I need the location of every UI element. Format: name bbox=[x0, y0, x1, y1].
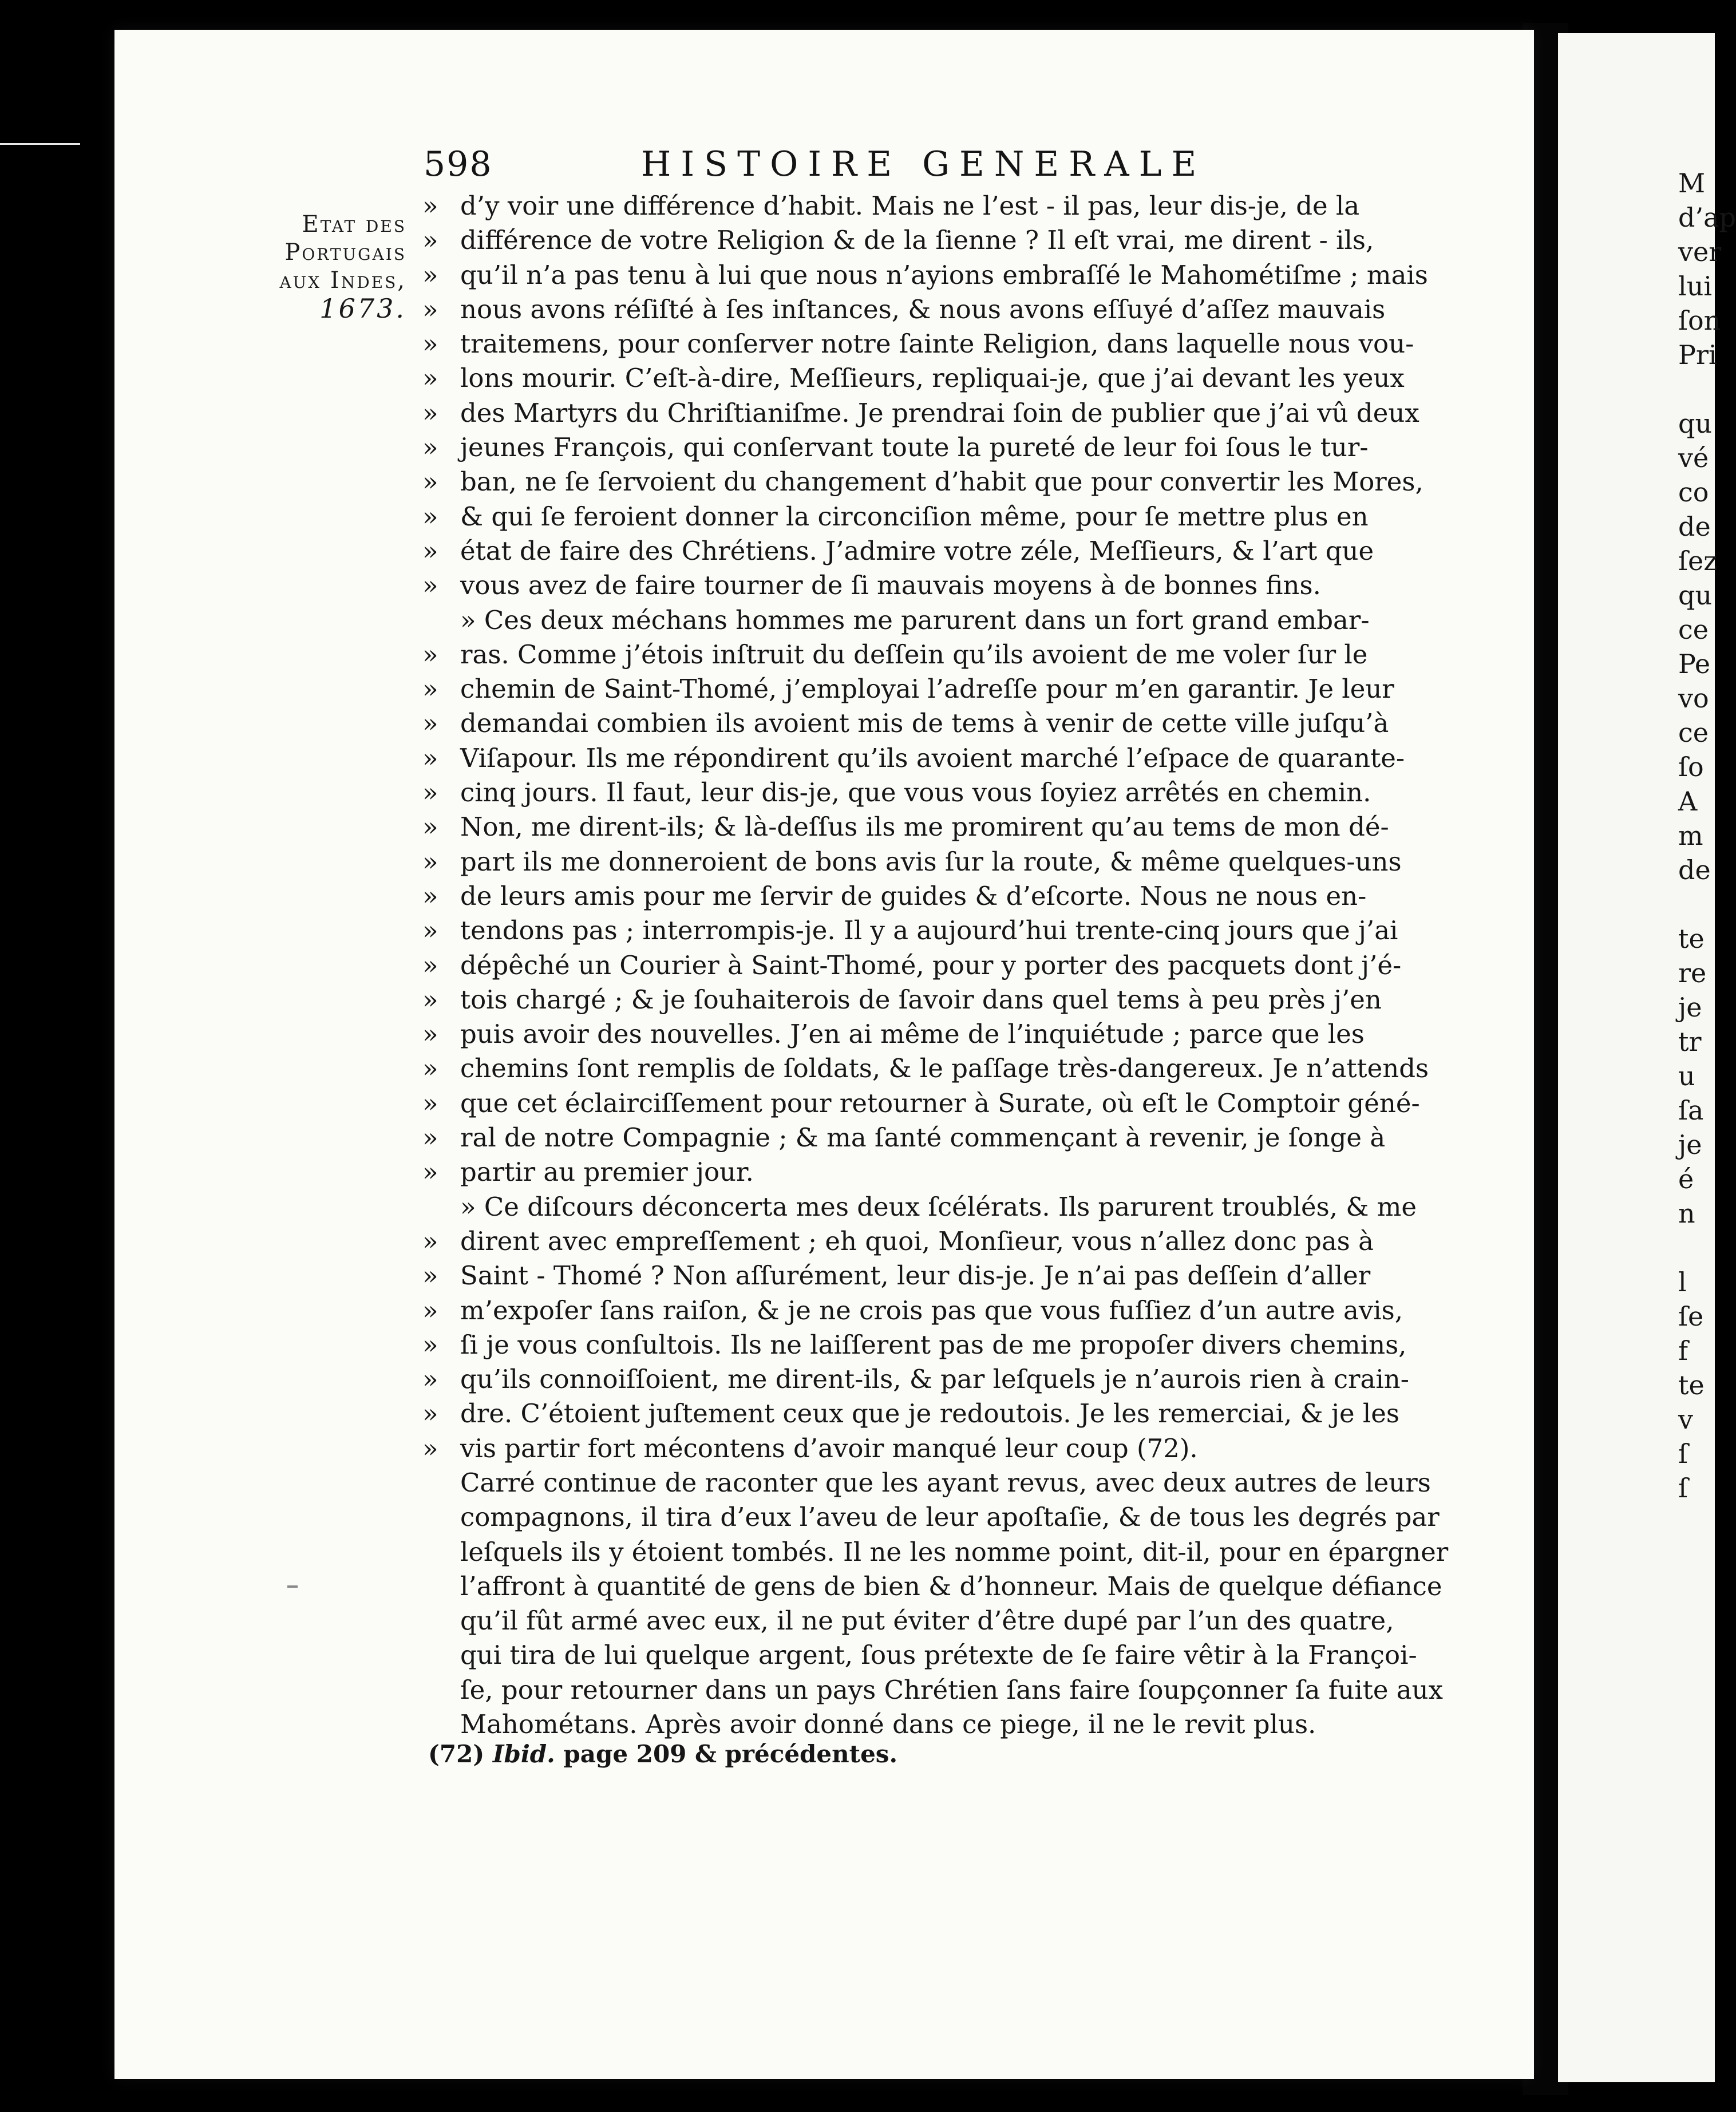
text-line bbox=[422, 810, 1424, 844]
quote-mark: » bbox=[422, 570, 438, 601]
quote-mark: » bbox=[422, 329, 438, 359]
text-line bbox=[422, 534, 1424, 568]
facing-page-fragment: qu bbox=[1678, 580, 1713, 611]
line-text: ral de notre Compagnie ; & ma ſanté commençant à revenir, je ſonge à bbox=[460, 1122, 1386, 1153]
line-text: lons mourir. C’eſt-à-dire, Meſſieurs, repliquai-je, que j’ai devant les yeux bbox=[460, 363, 1405, 394]
line-text: vous avez de faire tourner de ſi mauvais moyens à de bonnes fins. bbox=[460, 570, 1321, 601]
quote-mark: » bbox=[422, 674, 438, 705]
text-line bbox=[422, 776, 1424, 810]
quote-mark: » bbox=[422, 812, 438, 843]
text-line bbox=[422, 879, 1424, 913]
facing-page-fragment: vé bbox=[1678, 442, 1709, 473]
scan-artifact-mark bbox=[0, 143, 80, 145]
text-line bbox=[422, 741, 1424, 776]
facing-page-fragment: ſe bbox=[1678, 1301, 1704, 1332]
text-line bbox=[422, 430, 1424, 465]
facing-page-fragment: ſon bbox=[1678, 305, 1721, 336]
footnote-text: page 209 & précédentes. bbox=[563, 1740, 898, 1768]
facing-page-fragment: l bbox=[1678, 1267, 1687, 1298]
quote-mark: » bbox=[422, 1329, 438, 1360]
text-line bbox=[422, 1051, 1429, 1086]
facing-page-fragment: m bbox=[1678, 820, 1703, 851]
facing-page-fragment: d’ap bbox=[1678, 202, 1736, 233]
facing-page-fragment: ſo bbox=[1678, 752, 1704, 782]
quote-mark: » bbox=[422, 259, 438, 290]
facing-page-fragment: je bbox=[1678, 992, 1702, 1023]
text-line bbox=[422, 1017, 1424, 1051]
quote-mark: » bbox=[422, 1087, 438, 1118]
quote-mark: » bbox=[422, 225, 438, 256]
line-text: demandai combien ils avoient mis de tems à venir de cette ville juſqu’à bbox=[460, 708, 1389, 739]
text-line bbox=[422, 1259, 1424, 1293]
line-text: Mahométans. Après avoir donné dans ce piege, il ne le revit plus. bbox=[460, 1709, 1316, 1740]
margin-note-line: Etat des bbox=[302, 211, 406, 238]
facing-page-fragment: n bbox=[1678, 1198, 1695, 1229]
text-line bbox=[422, 706, 1424, 741]
text-line bbox=[422, 1294, 1424, 1328]
line-text: chemins ſont remplis de ſoldats, & le paſſage très-dangereux. Je n’attends bbox=[460, 1053, 1429, 1084]
facing-page-fragment: lui bbox=[1678, 271, 1713, 302]
facing-page-fragment: vo bbox=[1678, 683, 1709, 714]
quote-mark: » bbox=[422, 950, 438, 980]
line-text: ras. Comme j’étois inſtruit du deſſein qu’ils avoient de me voler ſur le bbox=[460, 639, 1368, 670]
text-line bbox=[422, 1155, 1424, 1189]
quote-mark: » bbox=[422, 708, 438, 739]
facing-page-fragment bbox=[1678, 887, 1724, 921]
facing-page-fragment: te bbox=[1678, 923, 1705, 954]
text-line bbox=[422, 948, 1424, 983]
margin-note bbox=[252, 211, 406, 323]
quote-mark: » bbox=[422, 1364, 438, 1395]
text-line bbox=[422, 1707, 1424, 1742]
text-line bbox=[422, 1604, 1424, 1638]
quote-mark: » bbox=[422, 1019, 438, 1050]
line-text: Carré continue de raconter que les ayant revus, avec deux autres de leurs bbox=[460, 1467, 1431, 1498]
line-text: ſe, pour retourner dans un pays Chrétien ſans faire ſoupçonner ſa fuite aux bbox=[460, 1674, 1443, 1705]
line-text: dre. C’étoient juſtement ceux que je redoutois. Je les remerciai, & je les bbox=[460, 1398, 1400, 1429]
facing-page-fragment: v bbox=[1678, 1404, 1693, 1435]
text-line bbox=[422, 1638, 1424, 1672]
text-line bbox=[422, 1500, 1440, 1534]
facing-page-fragment: ce bbox=[1678, 717, 1709, 748]
facing-page-fragment: ver bbox=[1678, 236, 1722, 267]
facing-page-fragment bbox=[1678, 372, 1724, 406]
line-text: tois chargé ; & je ſouhaiterois de ſavoir dans quel tems à peu près j’en bbox=[460, 984, 1382, 1015]
text-line bbox=[422, 1673, 1443, 1707]
quote-mark: » bbox=[422, 1433, 438, 1464]
facing-page-fragment: ſ bbox=[1678, 1473, 1688, 1504]
line-text: qu’il n’a pas tenu à lui que nous n’ayions embraſſé le Mahométiſme ; mais bbox=[460, 259, 1428, 290]
quote-mark: » bbox=[422, 915, 438, 946]
facing-page-fragment: A bbox=[1678, 786, 1698, 817]
line-text: puis avoir des nouvelles. J’en ai même de l’inquiétude ; parce que les bbox=[460, 1019, 1365, 1050]
text-line bbox=[422, 223, 1424, 258]
line-text: qu’ils connoiſſoient, me dirent-ils, & par leſquels je n’aurois rien à crain- bbox=[460, 1364, 1409, 1395]
facing-page-fragment: M bbox=[1678, 168, 1706, 199]
facing-page-text bbox=[1678, 166, 1736, 1505]
quote-mark: » bbox=[422, 742, 438, 773]
line-text: Viſapour. Ils me répondirent qu’ils avoient marché l’eſpace de quarante- bbox=[460, 742, 1405, 773]
facing-page-fragment: ce bbox=[1678, 614, 1709, 645]
line-text: ſi je vous conſultois. Ils ne laiſſerent pas de me propoſer divers chemins, bbox=[460, 1329, 1407, 1360]
text-line bbox=[422, 1224, 1424, 1259]
text-line bbox=[422, 1190, 1424, 1224]
text-line bbox=[422, 361, 1424, 395]
text-line bbox=[422, 465, 1424, 499]
facing-page-fragment: tr bbox=[1678, 1026, 1702, 1057]
facing-page-fragment: é bbox=[1678, 1164, 1694, 1195]
line-text: que cet éclairciſſement pour retourner à Surate, où eſt le Comptoir géné- bbox=[460, 1087, 1420, 1118]
line-text: leſquels ils y étoient tombés. Il ne les nomme point, dit-il, pour en épargner bbox=[460, 1536, 1449, 1567]
line-text: compagnons, il tira d’eux l’aveu de leur apoſtaſie, & de tous les degrés par bbox=[460, 1502, 1440, 1533]
line-text: différence de votre Religion & de la ſienne ? Il eſt vrai, me dirent - ils, bbox=[460, 225, 1374, 256]
body-text bbox=[422, 189, 1449, 1742]
footnote bbox=[428, 1740, 897, 1768]
quote-mark: » bbox=[422, 1053, 438, 1084]
text-line bbox=[422, 1362, 1424, 1397]
line-text: jeunes François, qui conſervant toute la pureté de leur foi ſous le tur- bbox=[460, 432, 1369, 463]
quote-mark: » bbox=[422, 1225, 438, 1256]
line-text: l’affront à quantité de gens de bien & d’honneur. Mais de quelque défiance bbox=[460, 1571, 1442, 1601]
facing-page-fragment: re bbox=[1678, 958, 1707, 988]
quote-mark: » bbox=[422, 777, 438, 808]
margin-note-line: Portugais bbox=[284, 239, 406, 266]
margin-note-year: 1673. bbox=[319, 293, 406, 324]
text-line bbox=[422, 189, 1424, 223]
quote-mark: » bbox=[422, 397, 438, 428]
facing-page-fragment bbox=[1678, 1231, 1724, 1265]
quote-mark: » bbox=[422, 501, 438, 532]
quote-mark: » bbox=[422, 1122, 438, 1153]
line-text: & qui ſe feroient donner la circonciſion même, pour ſe mettre plus en bbox=[460, 501, 1369, 532]
quote-mark: » bbox=[422, 1260, 438, 1291]
line-text: vis partir fort mécontens d’avoir manqué leur coup (72). bbox=[460, 1433, 1198, 1464]
margin-note-line: aux Indes, bbox=[279, 267, 406, 294]
facing-page-fragment: qu bbox=[1678, 408, 1713, 439]
facing-page-fragment: ſez bbox=[1678, 545, 1718, 576]
text-line bbox=[422, 913, 1424, 948]
facing-page-fragment: f bbox=[1678, 1335, 1688, 1366]
facing-page-fragment: Pri bbox=[1678, 339, 1717, 370]
line-text: traitemens, pour conſerver notre ſainte Religion, dans laquelle nous vou- bbox=[460, 329, 1414, 359]
footnote-ref: Ibid. bbox=[492, 1740, 555, 1768]
quote-mark: » bbox=[422, 1295, 438, 1326]
line-text: dirent avec empreſſement ; eh quoi, Monſieur, vous n’allez donc pas à bbox=[460, 1225, 1374, 1256]
quote-mark: » bbox=[422, 984, 438, 1015]
quote-mark: » bbox=[422, 639, 438, 670]
line-text: Saint - Thomé ? Non aſſurément, leur dis-je. Je n’ai pas deſſein d’aller bbox=[460, 1260, 1371, 1291]
text-line bbox=[422, 1535, 1449, 1569]
quote-mark: » bbox=[422, 466, 438, 497]
line-text: tendons pas ; interrompis-je. Il y a aujourd’hui trente-cinq jours que j’ai bbox=[460, 915, 1398, 946]
line-text: partir au premier jour. bbox=[460, 1157, 754, 1188]
line-text: ban, ne ſe ſervoient du changement d’habit que pour convertir les Mores, bbox=[460, 466, 1423, 497]
line-text: m’expoſer ſans raiſon, & je ne crois pas que vous fuſſiez d’un autre avis, bbox=[460, 1295, 1403, 1326]
text-line bbox=[422, 638, 1424, 672]
text-line bbox=[422, 672, 1424, 706]
facing-page-fragment: Pe bbox=[1678, 648, 1711, 679]
text-line bbox=[422, 983, 1424, 1017]
quote-mark: » bbox=[422, 191, 438, 221]
line-text: chemin de Saint-Thomé, j’employai l’adreſſe pour m’en garantir. Je leur bbox=[460, 674, 1394, 705]
quote-mark: » bbox=[422, 846, 438, 877]
text-line bbox=[422, 396, 1424, 430]
line-text: nous avons réſiſté à ſes inſtances, & nous avons eſſuyé d’aſſez mauvais bbox=[460, 294, 1386, 325]
page-number: 598 bbox=[424, 144, 493, 184]
line-text: dépêché un Courier à Saint-Thomé, pour y porter des pacquets dont j’é- bbox=[460, 950, 1402, 980]
footnote-number: (72) bbox=[428, 1740, 485, 1768]
page-title: HISTOIRE GENERALE bbox=[641, 144, 1207, 184]
line-text: état de faire des Chrétiens. J’admire votre zéle, Meſſieurs, & l’art que bbox=[460, 535, 1374, 566]
text-line bbox=[422, 1328, 1424, 1362]
text-line bbox=[422, 1466, 1431, 1500]
facing-page-fragment: te bbox=[1678, 1370, 1705, 1401]
quote-mark: » bbox=[422, 535, 438, 566]
text-line bbox=[422, 292, 1424, 327]
text-line bbox=[422, 845, 1424, 879]
line-text: qu’il fût armé avec eux, il ne put éviter d’être dupé par l’un des quatre, bbox=[460, 1605, 1394, 1636]
line-text: des Martyrs du Chriſtianiſme. Je prendrai ſoin de publier que j’ai vû deux bbox=[460, 397, 1419, 428]
text-line bbox=[422, 1121, 1424, 1155]
facing-page-fragment: de bbox=[1678, 511, 1711, 542]
line-text: qui tira de lui quelque argent, ſous prétexte de ſe faire vêtir à la Françoi- bbox=[460, 1640, 1417, 1671]
quote-mark: » bbox=[422, 294, 438, 325]
quote-mark: » bbox=[422, 432, 438, 463]
line-text: cinq jours. Il faut, leur dis-je, que vous vous ſoyiez arrêtés en chemin. bbox=[460, 777, 1371, 808]
facing-page-fragment: ſa bbox=[1678, 1095, 1704, 1126]
text-line bbox=[422, 258, 1428, 292]
line-text: » Ces deux méchans hommes me parurent dans un fort grand embar- bbox=[460, 604, 1370, 635]
facing-page-fragment: co bbox=[1678, 477, 1709, 508]
line-text: part ils me donneroient de bons avis ſur la route, & même quelques-uns bbox=[460, 846, 1402, 877]
facing-page-fragment: ſ bbox=[1678, 1438, 1688, 1469]
line-text: de leurs amis pour me ſervir de guides & d’eſcorte. Nous ne nous en- bbox=[460, 880, 1367, 911]
line-text: » Ce diſcours déconcerta mes deux ſcélérats. Ils parurent troublés, & me bbox=[460, 1191, 1417, 1222]
quote-mark: » bbox=[422, 1398, 438, 1429]
facing-page-fragment: u bbox=[1678, 1061, 1695, 1091]
text-line bbox=[422, 500, 1424, 534]
text-line bbox=[422, 327, 1424, 361]
line-text: Non, me dirent-ils; & là-deſſus ils me promirent qu’au tems de mon dé- bbox=[460, 812, 1389, 843]
text-line bbox=[422, 1569, 1442, 1604]
quote-mark: » bbox=[422, 1157, 438, 1188]
text-line bbox=[422, 1397, 1424, 1431]
running-head bbox=[424, 144, 1236, 188]
quote-mark: » bbox=[422, 363, 438, 394]
facing-page-fragment: je bbox=[1678, 1129, 1702, 1160]
text-line bbox=[422, 603, 1424, 638]
text-line bbox=[422, 568, 1424, 603]
stray-mark bbox=[287, 1585, 298, 1588]
text-line bbox=[422, 1431, 1424, 1466]
text-line bbox=[422, 1086, 1424, 1121]
facing-page-fragment: de bbox=[1678, 855, 1711, 885]
quote-mark: » bbox=[422, 880, 438, 911]
line-text: d’y voir une différence d’habit. Mais ne l’est - il pas, leur dis-je, de la bbox=[460, 191, 1360, 221]
